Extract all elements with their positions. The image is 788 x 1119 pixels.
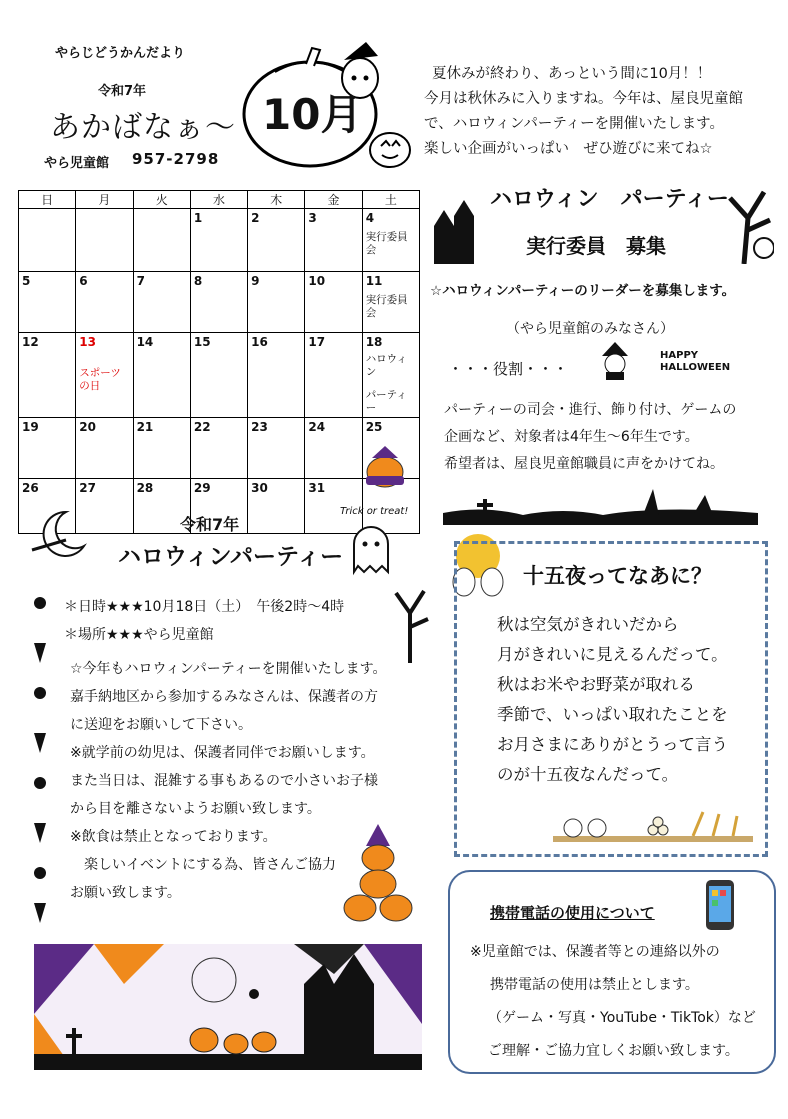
- recruit-subtitle: 実行委員 募集: [526, 234, 666, 258]
- phone-line: （ゲーム・写真・YouTube・TikTok）など: [488, 1010, 756, 1026]
- party-title: ハロウィンパーティー: [118, 544, 344, 570]
- calendar-day-cell: [190, 272, 247, 333]
- calendar-day-cell: [76, 209, 133, 272]
- day-number: 14: [136, 335, 154, 349]
- day-number: 20: [79, 420, 96, 434]
- day-number: 5: [22, 274, 31, 288]
- recruit-role-label: ・・・役割・・・: [448, 360, 569, 378]
- party-line: ☆今年もハロウィンパーティーを開催いたします。: [70, 661, 387, 677]
- recruit-line: 企画など、対象者は4年生〜6年生です。: [444, 429, 699, 445]
- calendar-day-cell: [19, 333, 76, 418]
- bare-tree-icon: [390, 583, 430, 663]
- center-name: やら児童館: [44, 156, 110, 171]
- party-line: 楽しいイベントにする為、皆さんご協力: [70, 857, 336, 873]
- day-number: 15: [193, 335, 211, 349]
- weekday-header: 金: [305, 191, 362, 209]
- moon-witch-icon: [26, 506, 96, 564]
- calendar-day-cell: [19, 272, 76, 333]
- party-era: 令和7年: [180, 515, 240, 534]
- calendar-week-row: [19, 418, 420, 479]
- weekday-header: 日: [19, 191, 76, 209]
- day-number: 25: [365, 420, 383, 434]
- calendar-day-cell: [305, 272, 362, 333]
- phone-notice-box: [448, 870, 776, 1074]
- calendar-day-cell: [133, 272, 190, 333]
- recruit-title: ハロウィン パーティー: [490, 187, 729, 212]
- jugoya-text: [497, 610, 728, 790]
- jugoya-box: [454, 541, 768, 857]
- day-number: 13: [79, 335, 96, 349]
- jugoya-line: 秋は空気がきれいだから: [497, 615, 679, 634]
- calendar-day-cell: [190, 209, 247, 272]
- rabbits-dango-icon: [553, 806, 753, 846]
- jugoya-line: 季節で、いっぱい取れたことを: [497, 705, 728, 724]
- party-border-decoration: [30, 583, 50, 955]
- party-line: ※飲食は禁止となっております。: [70, 829, 277, 845]
- day-number: 3: [308, 211, 317, 225]
- day-number: 9: [251, 274, 260, 288]
- intro-line: 楽しい企画がいっぱい ぜひ遊びに来てね☆: [424, 141, 713, 157]
- day-number: 24: [308, 420, 326, 434]
- calendar-day-cell: [133, 418, 190, 479]
- party-line: から目を離さないようお願い致します。: [70, 801, 321, 817]
- pumpkin-month-illustration: [240, 42, 416, 170]
- intro-line: で、ハロウィンパーティーを開催いたします。: [424, 116, 725, 132]
- day-event: パーティー: [365, 389, 407, 414]
- calendar-day-cell: [305, 418, 362, 479]
- jugoya-line: のが十五夜なんだって。: [497, 765, 679, 784]
- calendar-day-cell: [248, 209, 305, 272]
- newsletter-series: やらじどうかんだより: [55, 46, 186, 61]
- day-number: 18: [365, 335, 383, 349]
- october-calendar: [18, 190, 420, 534]
- recruit-description: [444, 397, 736, 478]
- weekday-header: 月: [76, 191, 133, 209]
- party-place: ＊場所★★★やら児童館: [64, 627, 214, 643]
- party-line: ※就学前の幼児は、保護者同伴でお願いします。: [70, 745, 375, 761]
- phone-line: 携帯電話の使用は禁止とします。: [490, 977, 699, 993]
- phone-notice-text: [470, 936, 770, 1068]
- jugoya-line: 秋はお米やお野菜が取れる: [497, 675, 695, 694]
- center-phone: 957-2798: [132, 150, 220, 168]
- day-event: ハロウィン: [365, 353, 408, 378]
- recruit-header: [430, 178, 775, 266]
- calendar-day-cell: [362, 209, 419, 272]
- day-number: 1: [193, 211, 203, 225]
- day-number: 6: [79, 274, 88, 288]
- newsletter-title: あかばなぁ〜: [50, 110, 236, 145]
- calendar-day-cell: [76, 418, 133, 479]
- recruit-headline: ☆ハロウィンパーティーのリーダーを募集します。: [430, 283, 736, 299]
- day-number: 7: [136, 274, 145, 288]
- intro-line: 夏休みが終わり、あっという間に10月！！: [432, 66, 712, 82]
- day-event: 実行委員会: [365, 294, 408, 319]
- calendar-day-cell: [76, 333, 133, 418]
- day-event: 実行委員会: [365, 231, 408, 256]
- weekday-header: 水: [190, 191, 247, 209]
- header-era: 令和7年: [98, 84, 147, 99]
- party-date: ＊日時★★★10月18日（土） 午後2時〜4時: [64, 599, 345, 615]
- day-number: 28: [136, 481, 154, 495]
- calendar-day-cell: [190, 418, 247, 479]
- phone-line: ※児童館では、保護者等との連絡以外の: [470, 944, 720, 960]
- happy-halloween-text: HAPPY HALLOWEEN: [660, 350, 731, 373]
- graveyard-silhouette: [443, 485, 758, 525]
- weekday-header: 土: [362, 191, 419, 209]
- day-number: 12: [22, 335, 39, 349]
- day-event: スポーツの日: [79, 367, 121, 392]
- pumpkin-stack-icon: [340, 824, 416, 928]
- party-line: に送迎をお願いして下さい。: [70, 717, 252, 733]
- day-number: 26: [22, 481, 39, 495]
- intro-line: 今月は秋休みに入りますね。今年は、屋良児童館: [424, 91, 743, 107]
- recruit-audience: （やら児童館のみなさん）: [506, 321, 674, 337]
- month-label: 10月: [262, 90, 363, 139]
- jugoya-line: お月さまにありがとうって言う: [497, 735, 728, 754]
- phone-notice-title: 携帯電話の使用について: [490, 904, 655, 922]
- calendar-day-cell: [248, 333, 305, 418]
- calendar-day-cell: [76, 272, 133, 333]
- day-number: 4: [365, 211, 375, 225]
- weekday-header: 木: [248, 191, 305, 209]
- halloween-night-scene: [34, 944, 422, 1070]
- ghost-icon: [346, 522, 396, 580]
- day-number: 31: [308, 481, 326, 495]
- calendar-week-row: [19, 272, 420, 333]
- phone-line: ご理解・ご協力宜しくお願い致します。: [488, 1043, 739, 1059]
- jugoya-line: 月がきれいに見えるんだって。: [497, 645, 728, 664]
- spooky-tree-icon: [720, 178, 774, 264]
- calendar-day-cell: [305, 209, 362, 272]
- day-number: 27: [79, 481, 96, 495]
- calendar-week-row: [19, 209, 420, 272]
- calendar-weekday-row: [19, 191, 420, 209]
- day-number: 21: [136, 420, 154, 434]
- party-line: また当日は、混雑する事もあるので小さいお子様: [70, 773, 378, 789]
- calendar-day-cell: [19, 418, 76, 479]
- day-number: 16: [251, 335, 268, 349]
- calendar-day-cell: [305, 333, 362, 418]
- calendar-day-cell: [190, 333, 247, 418]
- happy-halloween-pumpkin-icon: [362, 446, 408, 494]
- intro-text: [424, 62, 780, 162]
- party-line: お願い致します。: [70, 885, 181, 901]
- day-number: 17: [308, 335, 326, 349]
- calendar-day-cell: [248, 418, 305, 479]
- smartphone-icon: [698, 878, 742, 932]
- recruit-line: 希望者は、屋良児童館職員に声をかけてね。: [444, 456, 724, 472]
- trick-or-treat-text: Trick or treat!: [340, 506, 409, 517]
- witch-icon: [598, 342, 632, 384]
- day-number: 30: [251, 481, 268, 495]
- calendar-day-cell: [362, 272, 419, 333]
- day-number: 8: [193, 274, 203, 288]
- day-number: 19: [22, 420, 39, 434]
- party-line: 嘉手納地区から参加するみなさんは、保護者の方: [70, 689, 378, 705]
- calendar-day-cell: [133, 209, 190, 272]
- calendar-day-cell: [19, 209, 76, 272]
- calendar-day-cell: [362, 333, 419, 418]
- jugoya-title: 十五夜ってなあに？: [523, 564, 712, 588]
- day-number: 2: [251, 211, 260, 225]
- calendar-day-cell: [248, 272, 305, 333]
- calendar-week-row: [19, 333, 420, 418]
- haunted-house-icon: [430, 196, 486, 264]
- day-number: 23: [251, 420, 268, 434]
- calendar-day-cell: [248, 479, 305, 534]
- day-number: 10: [308, 274, 326, 288]
- day-number: 11: [365, 274, 383, 288]
- day-number: 22: [193, 420, 211, 434]
- weekday-header: 火: [133, 191, 190, 209]
- recruit-line: パーティーの司会・進行、飾り付け、ゲームの: [444, 402, 737, 418]
- day-number: 29: [193, 481, 211, 495]
- calendar-day-cell: [133, 333, 190, 418]
